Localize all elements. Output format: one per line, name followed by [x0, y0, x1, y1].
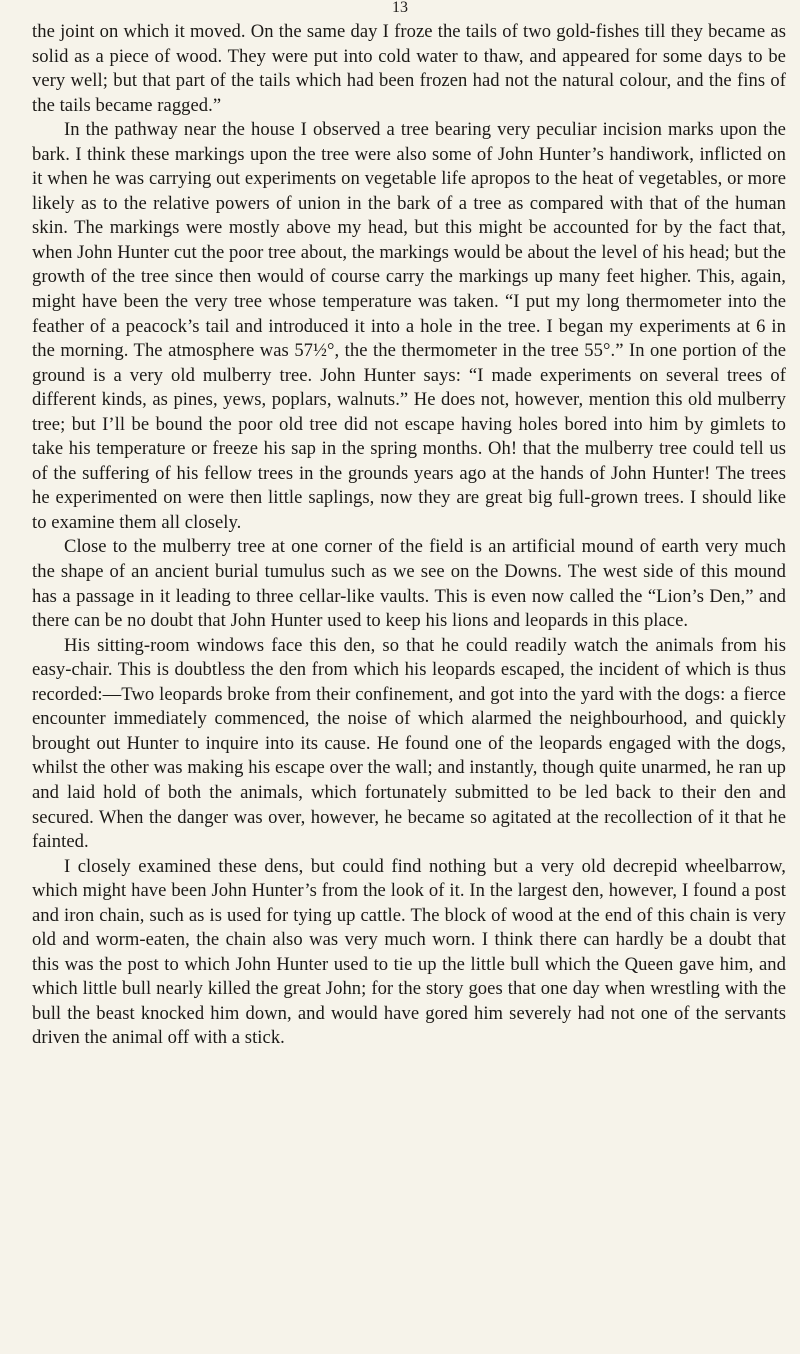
paragraph-1: the joint on which it moved. On the same day I froze the tails of two gold-fishes till they became as solid as a piece of wood. They were put into cold water to thaw, and appeared for some days to be very well; but that part of the tails which had been frozen had not the natural colour, and the fins of the tails became ragged.”: [32, 21, 786, 116]
paragraph-2: In the pathway near the house I observed a tree bearing very peculiar incision marks upon the bark. I think these markings upon the tree were also some of John Hunter’s handiwork, inflicted on it when he was carrying out experiments on vegetable life apropos to the heat of vegetables, or more likely as to the relative powers of union in the bark of a tree as compared with that of the human skin. The markings were mostly above my head, but this might be accounted for by the fact that, when John Hunter cut the poor tree about, the markings would be about the level of his head; but the growth of the tree since then would of course carry the markings up many feet higher. This, again, might have been the very tree whose temperature was taken. “I put my long thermometer into the feather of a peacock’s tail and introduced it into a hole in the tree. I began my experiments at 6 in the morning. The atmosphere was 57½°, the the thermometer in the tree 55°.” In one portion of the ground is a very old mulberry tree. John Hunter says: “I made experiments on several trees of different kinds, as pines, yews, poplars, walnuts.” He does not, however, mention this old mulberry tree; but I’ll be bound the poor old tree did not escape having holes bored into him by gimlets to take his temperature or freeze his sap in the spring months. Oh! that the mulberry tree could tell us of the suffering of his fellow trees in the grounds years ago at the hands of John Hunter! The trees he experimented on were then little saplings, now they are great big full-grown trees. I should like to examine them all closely.: [32, 119, 786, 533]
paragraph-4: His sitting-room windows face this den, so that he could readily watch the animals from his easy-chair. This is doubtless the den from which his leopards escaped, the incident of which is thus recorded:—Two leopards broke from their confinement, and got into the yard with the dogs: a fierce encounter immediately commenced, the noise of which alarmed the neighbourhood, and quickly brought out Hunter to inquire into its cause. He found one of the leopards engaged with the dogs, whilst the other was making his escape over the wall; and instantly, though quite unarmed, he ran up and laid hold of both the animals, which fortunately submitted to be led back to their den and secured. When the danger was over, however, he became so agitated at the recollection of it that he fainted.: [32, 634, 786, 853]
page-number: 13: [392, 0, 408, 16]
paragraph-5: I closely examined these dens, but could find nothing but a very old decrepid wheelbarrow, which might have been John Hunter’s from the look of it. In the largest den, however, I found a post and iron chain, such as is used for tying up cattle. The block of wood at the end of this chain is very old and worm-eaten, the chain also was very much worn. I think there can hardly be a doubt that this was the post to which John Hunter used to tie up the little bull which the Queen gave him, and which little bull nearly killed the great John; for the story goes that one day when wrestling with the bull the beast knocked him down, and would have gored him severely had not one of the servants driven the animal off with a stick.: [32, 855, 786, 1049]
paragraph-3: Close to the mulberry tree at one corner of the field is an artificial mound of earth very much the shape of an ancient burial tumulus such as we see on the Downs. The west side of this mound has a passage in it leading to three cellar-like vaults. This is even now called the “Lion’s Den,” and there can be no doubt that John Hunter used to keep his lions and leopards in this place.: [32, 536, 786, 632]
body-text: [32, 20, 786, 1051]
